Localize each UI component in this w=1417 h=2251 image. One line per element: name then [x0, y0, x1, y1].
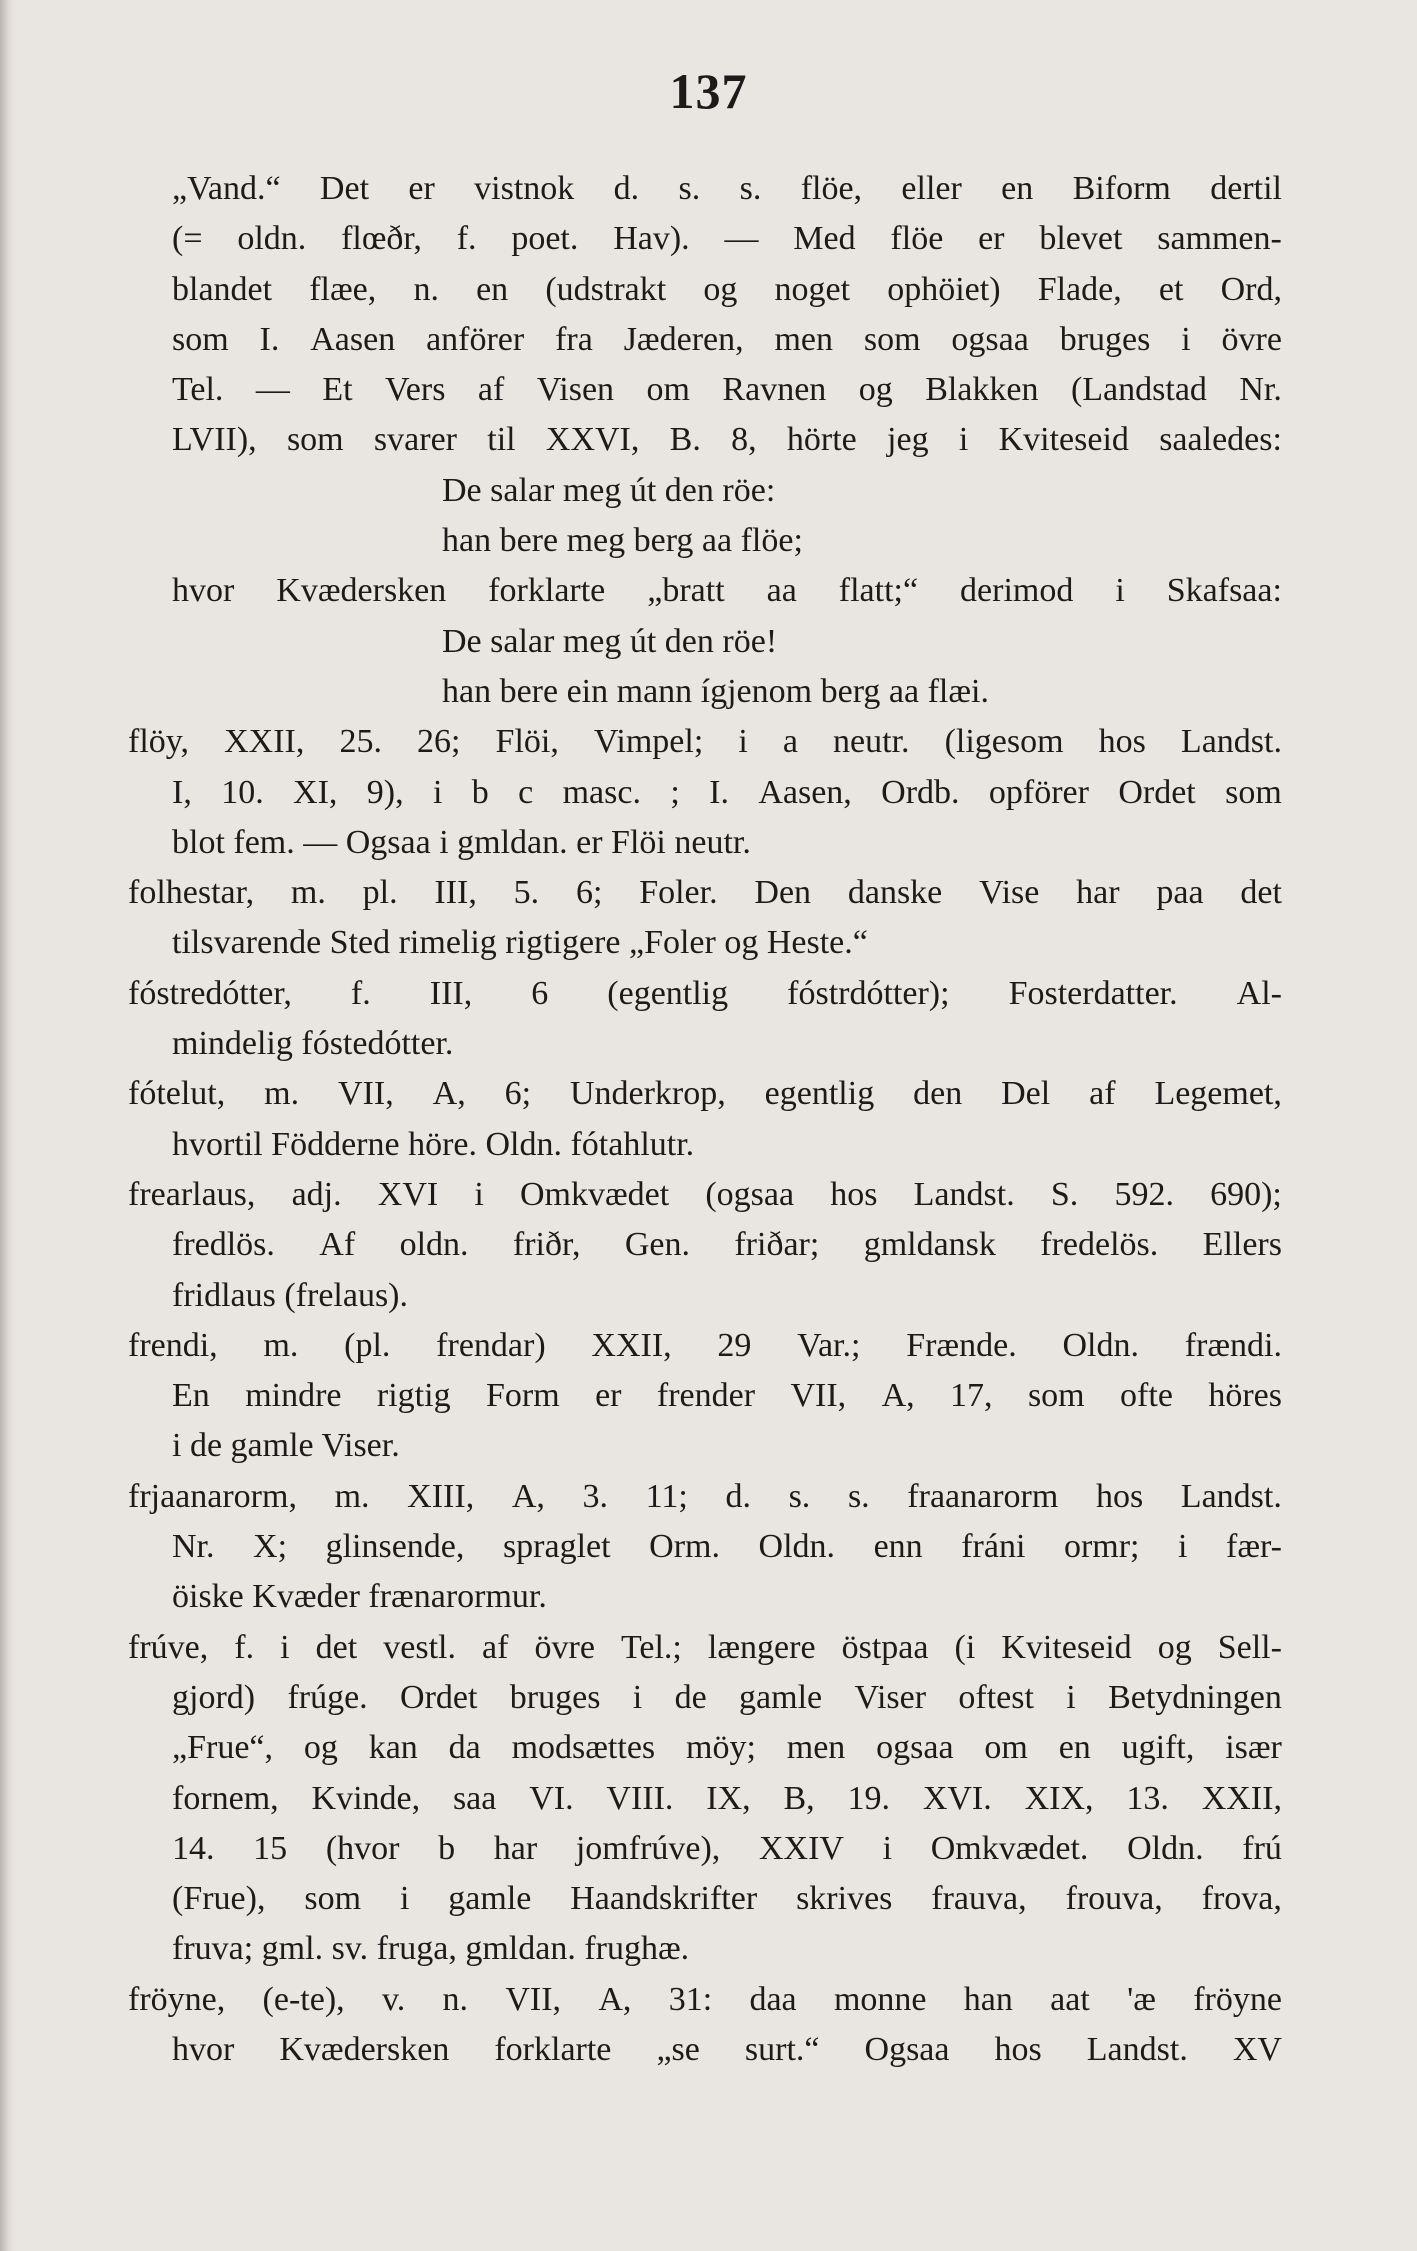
text-line: flöy, XXII, 25. 26; Flöi, Vimpel; i a neutr. (ligesom hos Landst. — [128, 723, 1282, 761]
text-line: LVII), som svarer til XXVI, B. 8, hörte jeg i Kviteseid saaledes: — [172, 421, 1282, 459]
text-line: I, 10. XI, 9), i b c masc. ; I. Aasen, Ordb. opförer Ordet som — [172, 773, 1282, 811]
text-line: (= oldn. flœðr, f. poet. Hav). — Med flöe er blevet sammen- — [172, 220, 1282, 258]
text-line: gjord) frúge. Ordet bruges i de gamle Viser oftest i Betydningen — [172, 1678, 1282, 1716]
text-line: han bere meg berg aa flöe; — [442, 522, 803, 560]
text-line: fridlaus (frelaus). — [172, 1276, 409, 1314]
text-line: hvortil Födderne höre. Oldn. fótahlutr. — [172, 1125, 695, 1163]
text-line: Tel. — Et Vers af Visen om Ravnen og Blakken (Landstad Nr. — [172, 371, 1282, 409]
text-line: frearlaus, adj. XVI i Omkvædet (ogsaa hos Landst. S. 592. 690); — [128, 1175, 1282, 1213]
text-line: fótelut, m. VII, A, 6; Underkrop, egentlig den Del af Legemet, — [128, 1075, 1282, 1113]
text-line: Nr. X; glinsende, spraglet Orm. Oldn. enn fráni ormr; i fær- — [172, 1528, 1282, 1566]
text-line: 14. 15 (hvor b har jomfrúve), XXIV i Omkvædet. Oldn. frú — [172, 1829, 1282, 1867]
page-text — [128, 164, 1282, 2075]
text-line: fredlös. Af oldn. friðr, Gen. friðar; gmldansk fredelös. Ellers — [172, 1226, 1282, 1264]
text-line: öiske Kvæder frænarormur. — [172, 1578, 547, 1616]
text-line: De salar meg út den röe! — [442, 622, 778, 660]
text-line: han bere ein mann ígjenom berg aa flæi. — [442, 672, 989, 710]
text-line: frjaanarorm, m. XIII, A, 3. 11; d. s. s. fraanarorm hos Landst. — [128, 1477, 1282, 1515]
text-line: En mindre rigtig Form er frender VII, A, 17, som ofte höres — [172, 1377, 1282, 1415]
text-line: fornem, Kvinde, saa VI. VIII. IX, B, 19. XVI. XIX, 13. XXII, — [172, 1779, 1282, 1817]
page-number: 137 — [669, 63, 748, 119]
text-line: folhestar, m. pl. III, 5. 6; Foler. Den danske Vise har paa det — [128, 874, 1282, 912]
text-line: (Frue), som i gamle Haandskrifter skrives frauva, frouva, frova, — [172, 1880, 1282, 1918]
text-line: som I. Aasen anförer fra Jæderen, men som ogsaa bruges i övre — [172, 320, 1282, 358]
text-line: hvor Kvædersken forklarte „se surt.“ Ogsaa hos Landst. XV — [172, 2030, 1282, 2068]
text-line: fröyne, (e-te), v. n. VII, A, 31: daa monne han aat 'æ fröyne — [128, 1980, 1282, 2018]
text-line: i de gamle Viser. — [172, 1427, 400, 1465]
text-line: „Vand.“ Det er vistnok d. s. s. flöe, eller en Biform dertil — [172, 170, 1282, 207]
text-line: fóstredótter, f. III, 6 (egentlig fóstrdótter); Fosterdatter. Al- — [128, 974, 1282, 1012]
text-line: blot fem. — Ogsaa i gmldan. er Flöi neutr. — [172, 823, 751, 861]
text-line: fruva; gml. sv. fruga, gmldan. frughæ. — [172, 1930, 690, 1968]
text-line: blandet flæe, n. en (udstrakt og noget ophöiet) Flade, et Ord, — [172, 270, 1282, 308]
text-line: De salar meg út den röe: — [442, 471, 776, 509]
text-line: mindelig fóstedótter. — [172, 1025, 454, 1063]
text-line: „Frue“, og kan da modsættes möy; men ogsaa om en ugift, især — [172, 1729, 1282, 1767]
text-line: hvor Kvædersken forklarte „bratt aa flatt;“ derimod i Skafsaa: — [172, 572, 1282, 610]
page-edge — [0, 0, 14, 2251]
text-line: frúve, f. i det vestl. af övre Tel.; længere östpaa (i Kviteseid og Sell- — [128, 1628, 1282, 1666]
text-line: frendi, m. (pl. frendar) XXII, 29 Var.; Frænde. Oldn. frændi. — [128, 1326, 1282, 1364]
text-line: tilsvarende Sted rimelig rigtigere „Foler og Heste.“ — [172, 924, 868, 962]
